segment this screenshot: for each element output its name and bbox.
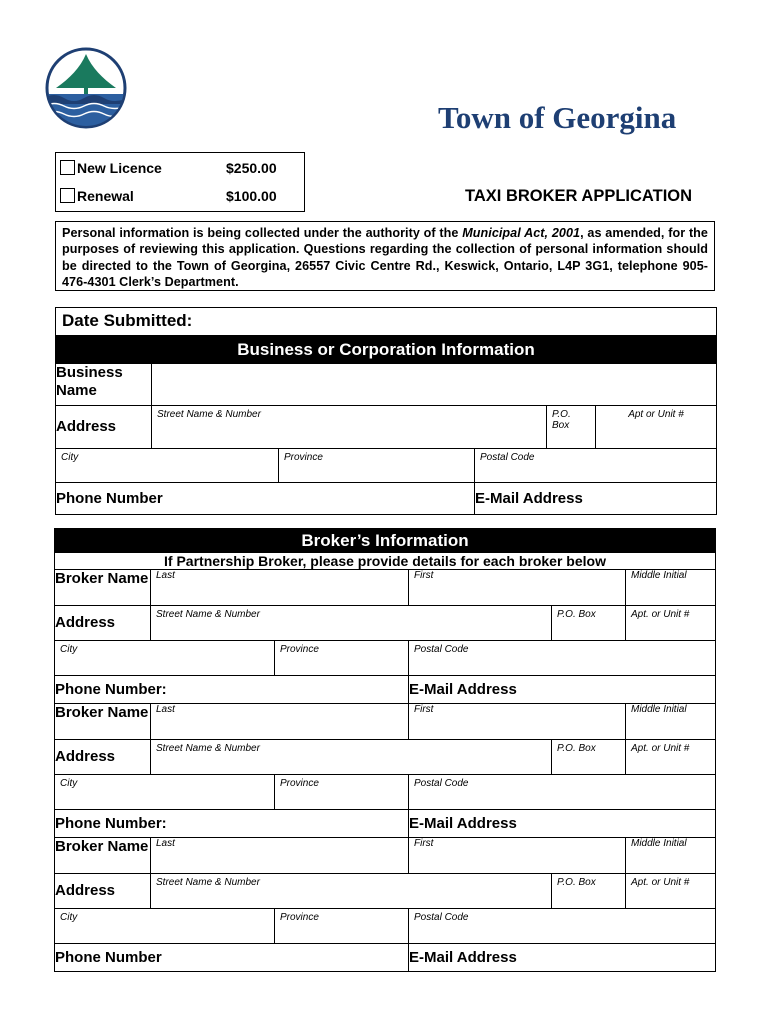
renewal-checkbox[interactable] [60, 188, 75, 203]
broker-3-city-field[interactable] [55, 909, 275, 944]
broker-3-first-hint: First [414, 838, 434, 849]
broker-2-province-hint: Province [280, 778, 319, 789]
broker-2-name-label: Broker Name [55, 704, 151, 740]
broker-2-address-label: Address [55, 740, 151, 775]
broker-2-city-hint: City [60, 778, 78, 789]
business-name-label: Business Name [56, 364, 152, 406]
broker-1-street-hint: Street Name & Number [156, 609, 260, 620]
business-apt-hint: Apt or Unit # [628, 409, 684, 420]
date-submitted-field[interactable] [56, 308, 717, 336]
broker-3-po-box-field[interactable] [552, 874, 626, 909]
broker-1-street-field[interactable] [151, 606, 552, 641]
broker-3-street-field[interactable] [151, 874, 552, 909]
business-apt-field[interactable] [596, 406, 717, 449]
broker-2-last-hint: Last [156, 704, 175, 715]
broker-3-middle-field[interactable] [626, 838, 716, 874]
broker-2-street-field[interactable] [151, 740, 552, 775]
town-of-georgina-logo-icon [44, 46, 128, 130]
broker-3-province-field[interactable] [275, 909, 409, 944]
broker-2-street-hint: Street Name & Number [156, 743, 260, 754]
broker-3-last-hint: Last [156, 838, 175, 849]
broker-2-province-field[interactable] [275, 775, 409, 810]
fee-selection-box [55, 152, 305, 212]
broker-2-apt-field[interactable] [626, 740, 716, 775]
broker-2-last-field[interactable] [151, 704, 409, 740]
broker-3-phone-label: Phone Number [55, 948, 162, 966]
broker-information-table [54, 528, 716, 972]
business-province-field[interactable] [279, 449, 475, 483]
broker-2-phone-field[interactable] [55, 810, 409, 838]
broker-3-name-label: Broker Name [55, 838, 151, 874]
broker-3-middle-hint: Middle Initial [631, 838, 687, 849]
business-city-hint: City [61, 452, 79, 463]
business-phone-label: Phone Number [56, 489, 163, 507]
broker-1-city-field[interactable] [55, 641, 275, 676]
business-province-hint: Province [284, 452, 323, 463]
broker-1-last-hint: Last [156, 570, 175, 581]
new-licence-label: New Licence [77, 160, 162, 176]
broker-3-city-hint: City [60, 912, 78, 923]
broker-1-po-box-field[interactable] [552, 606, 626, 641]
broker-2-email-field[interactable] [409, 810, 716, 838]
privacy-text-part2: , as amended, for the purposes of reviewing this application. Questions regarding the collection of personal information should be directed to the Town of Georgina, 26557 Civic Centre Rd., Keswick, Ontario, L4P 3G1, telephone 905-476-4301 Clerk’s Department. [62, 226, 708, 289]
business-street-hint: Street Name & Number [157, 409, 261, 420]
fee-option-new-licence [60, 158, 277, 178]
broker-1-phone-field[interactable] [55, 676, 409, 704]
broker-3-email-field[interactable] [409, 944, 716, 972]
business-information-table [55, 307, 717, 515]
broker-2-postal-field[interactable] [409, 775, 716, 810]
broker-1-name-label: Broker Name [55, 570, 151, 606]
new-licence-amount: $250.00 [226, 160, 277, 176]
broker-1-phone-label: Phone Number: [55, 680, 167, 698]
broker-section-header: Broker’s Information [55, 529, 716, 554]
broker-1-first-field[interactable] [409, 570, 626, 606]
broker-3-address-label: Address [55, 874, 151, 909]
broker-1-apt-field[interactable] [626, 606, 716, 641]
business-email-field[interactable] [475, 483, 717, 515]
broker-3-apt-hint: Apt. or Unit # [631, 877, 690, 888]
privacy-act-name: Municipal Act, 2001 [462, 226, 581, 240]
business-section-header: Business or Corporation Information [56, 336, 717, 364]
broker-section-subtitle: If Partnership Broker, please provide details for each broker below [55, 553, 716, 570]
business-name-field[interactable] [152, 364, 717, 406]
business-street-field[interactable] [152, 406, 547, 449]
renewal-amount: $100.00 [226, 188, 277, 204]
business-postal-hint: Postal Code [480, 452, 535, 463]
broker-3-apt-field[interactable] [626, 874, 716, 909]
broker-3-phone-field[interactable] [55, 944, 409, 972]
business-address-label: Address [56, 406, 152, 449]
broker-3-province-hint: Province [280, 912, 319, 923]
business-po-box-hint: P.O. Box [552, 409, 571, 431]
broker-2-phone-label: Phone Number: [55, 814, 167, 832]
business-email-label: E-Mail Address [475, 489, 583, 507]
broker-2-city-field[interactable] [55, 775, 275, 810]
broker-2-middle-field[interactable] [626, 704, 716, 740]
business-po-box-field[interactable] [547, 406, 596, 449]
business-postal-field[interactable] [475, 449, 717, 483]
broker-2-first-field[interactable] [409, 704, 626, 740]
broker-1-city-hint: City [60, 644, 78, 655]
broker-1-address-label: Address [55, 606, 151, 641]
new-licence-checkbox[interactable] [60, 160, 75, 175]
broker-1-province-hint: Province [280, 644, 319, 655]
broker-2-postal-hint: Postal Code [414, 778, 469, 789]
fee-option-renewal [60, 186, 277, 206]
broker-1-postal-hint: Postal Code [414, 644, 469, 655]
application-title: TAXI BROKER APPLICATION [465, 187, 693, 205]
broker-1-apt-hint: Apt. or Unit # [631, 609, 690, 620]
town-logo [44, 46, 128, 130]
broker-2-po-box-field[interactable] [552, 740, 626, 775]
date-submitted-label: Date Submitted: [62, 311, 193, 330]
broker-3-first-field[interactable] [409, 838, 626, 874]
broker-3-po-box-hint: P.O. Box [557, 877, 596, 888]
broker-1-last-field[interactable] [151, 570, 409, 606]
town-name: Town of Georgina [438, 100, 677, 135]
broker-1-email-label: E-Mail Address [409, 680, 517, 698]
broker-1-first-hint: First [414, 570, 434, 581]
privacy-notice [55, 221, 715, 291]
broker-2-email-label: E-Mail Address [409, 814, 517, 832]
broker-1-email-field[interactable] [409, 676, 716, 704]
business-phone-field[interactable] [56, 483, 475, 515]
broker-3-last-field[interactable] [151, 838, 409, 874]
broker-3-street-hint: Street Name & Number [156, 877, 260, 888]
broker-3-postal-field[interactable] [409, 909, 716, 944]
broker-2-first-hint: First [414, 704, 434, 715]
broker-1-middle-hint: Middle Initial [631, 570, 687, 581]
broker-2-po-box-hint: P.O. Box [557, 743, 596, 754]
broker-2-apt-hint: Apt. or Unit # [631, 743, 690, 754]
business-city-field[interactable] [56, 449, 279, 483]
broker-3-postal-hint: Postal Code [414, 912, 469, 923]
broker-3-email-label: E-Mail Address [409, 948, 517, 966]
broker-1-postal-field[interactable] [409, 641, 716, 676]
broker-2-middle-hint: Middle Initial [631, 704, 687, 715]
privacy-text-part1: Personal information is being collected under the authority of the [62, 226, 463, 240]
broker-1-po-box-hint: P.O. Box [557, 609, 596, 620]
renewal-label: Renewal [77, 188, 134, 204]
broker-1-province-field[interactable] [275, 641, 409, 676]
broker-1-middle-field[interactable] [626, 570, 716, 606]
